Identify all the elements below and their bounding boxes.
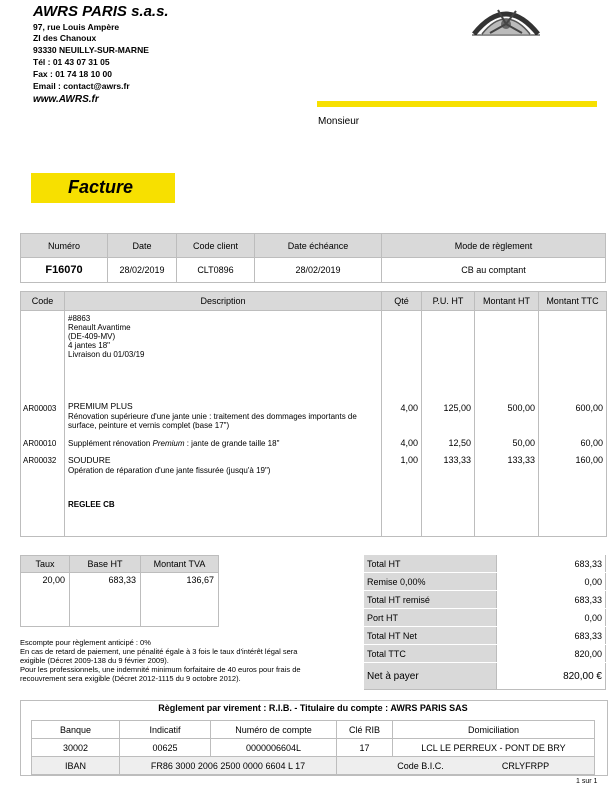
note-line-1: Escompte pour règlement anticipé : 0% xyxy=(20,638,151,647)
payment-mode: CB au comptant xyxy=(382,258,606,283)
amount-ht-column xyxy=(475,311,539,537)
vat-amount: 136,67 xyxy=(141,573,219,627)
rib-branch-label: Indicatif xyxy=(120,721,211,739)
item-ht-1: 500,00 xyxy=(507,403,535,413)
rib-bank-label: Banque xyxy=(32,721,120,739)
rib-key: 17 xyxy=(337,739,393,757)
rib-domiciliation: LCL LE PERREUX - PONT DE BRY xyxy=(393,739,595,757)
total-ht-discounted-label: Total HT remisé xyxy=(364,591,497,609)
company-address-1: 97, rue Louis Ampère xyxy=(33,22,120,32)
invoice-date: 28/02/2019 xyxy=(108,258,177,283)
rib-key-label: Clé RIB xyxy=(337,721,393,739)
company-fax: Fax : 01 74 18 10 00 xyxy=(33,69,112,79)
recipient-name: Monsieur xyxy=(318,116,360,127)
note-line-2: En cas de retard de paiement, une pénalité égale à 3 fois le taux d'intérêt légal sera xyxy=(20,647,298,656)
col-amount-ttc: Montant TTC xyxy=(539,292,607,311)
rib-domiciliation-label: Domiciliation xyxy=(393,721,595,739)
total-ttc-label: Total TTC xyxy=(364,645,497,663)
wheel-rim-icon xyxy=(470,2,542,36)
total-ht-discounted-value: 683,33 xyxy=(497,591,606,609)
item-desc-1b: surface, peinture et vernis complet (base 17") xyxy=(68,421,230,430)
shipping-label: Port HT xyxy=(364,609,497,627)
col-unit-price: P.U. HT xyxy=(422,292,475,311)
amount-ttc-column xyxy=(539,311,607,537)
iban-label: IBAN xyxy=(32,757,120,775)
item-qty-1: 4,00 xyxy=(400,403,418,413)
col-description: Description xyxy=(65,292,382,311)
unit-price-column xyxy=(422,311,475,537)
qty-column xyxy=(382,311,422,537)
note-line-5: recouvrement sera exigible (Décret 2012-1115 du 9 octobre 2012). xyxy=(20,674,241,683)
header-date-label: Date xyxy=(108,234,177,258)
rib-bank: 30002 xyxy=(32,739,120,757)
discount-value: 0,00 xyxy=(497,573,606,591)
discount-label: Remise 0,00% xyxy=(364,573,497,591)
invoice-lines-table xyxy=(20,291,607,537)
vat-base-label: Base HT xyxy=(70,556,141,573)
item-ht-3: 133,33 xyxy=(507,455,535,465)
due-date: 28/02/2019 xyxy=(255,258,382,283)
vat-table xyxy=(20,555,219,627)
rib-account: 0000006604L xyxy=(211,739,337,757)
description-column xyxy=(65,311,382,537)
invoice-info-table xyxy=(20,233,606,283)
item-title-2 xyxy=(68,439,279,449)
item-title-2a: Supplément rénovation xyxy=(68,439,153,448)
item-title-2b: : jante de grande taille 18" xyxy=(184,439,280,448)
item-title-2-italic: Premium xyxy=(152,439,185,448)
item-desc-3a: Opération de réparation d'une jante fissurée (jusqu'à 19") xyxy=(68,466,271,475)
bic-cell xyxy=(337,757,595,775)
yellow-accent-bar xyxy=(317,101,597,107)
item-ht-2: 50,00 xyxy=(512,438,535,448)
client-code: CLT0896 xyxy=(177,258,255,283)
item-ttc-1: 600,00 xyxy=(575,403,603,413)
legal-notes xyxy=(20,638,301,683)
intro-line-4: 4 jantes 18" xyxy=(68,341,110,350)
net-to-pay-value: 820,00 € xyxy=(497,663,606,690)
invoice-number: F16070 xyxy=(21,258,108,283)
item-pu-2: 12,50 xyxy=(448,438,471,448)
intro-line-3: (DE-409-MV) xyxy=(68,332,116,341)
bic-label: Code B.I.C. xyxy=(397,760,444,771)
intro-line-5: Livraison du 01/03/19 xyxy=(68,350,145,359)
page-indicator: 1 sur 1 xyxy=(576,778,598,785)
company-website: www.AWRS.fr xyxy=(33,94,99,105)
col-code: Code xyxy=(21,292,65,311)
rib-table xyxy=(31,720,595,775)
header-due-date-label: Date échéance xyxy=(255,234,382,258)
vat-rate-label: Taux xyxy=(21,556,70,573)
item-pu-1: 125,00 xyxy=(443,403,471,413)
vat-amount-label: Montant TVA xyxy=(141,556,219,573)
vat-base: 683,33 xyxy=(70,573,141,627)
header-client-code-label: Code client xyxy=(177,234,255,258)
header-number-label: Numéro xyxy=(21,234,108,258)
note-line-3: exigible (Décret 2009-138 du 9 février 2009). xyxy=(20,656,169,665)
col-qty: Qté xyxy=(382,292,422,311)
iban-value: FR86 3000 2006 2500 0000 6604 L 17 xyxy=(120,757,337,775)
company-email: Email : contact@awrs.fr xyxy=(33,81,130,91)
document-title: Facture xyxy=(68,177,134,197)
company-address-3: 93330 NEUILLY-SUR-MARNE xyxy=(33,45,149,55)
total-ht-net-value: 683,33 xyxy=(497,627,606,645)
total-ttc-value: 820,00 xyxy=(497,645,606,663)
bic-value: CRLYFRPP xyxy=(501,760,550,771)
company-address-2: ZI des Chanoux xyxy=(33,33,97,43)
item-code-2: AR00010 xyxy=(23,439,57,448)
rib-branch: 00625 xyxy=(120,739,211,757)
item-title-1: PREMIUM PLUS xyxy=(68,401,133,411)
item-ttc-3: 160,00 xyxy=(575,455,603,465)
item-qty-2: 4,00 xyxy=(400,438,418,448)
payment-note: REGLEE CB xyxy=(68,500,115,509)
company-phone: Tél : 01 43 07 31 05 xyxy=(33,57,110,67)
note-line-4: Pour les professionnels, une indemnité minimum forfaitaire de 40 euros pour frais de xyxy=(20,665,301,674)
shipping-value: 0,00 xyxy=(497,609,606,627)
item-title-3: SOUDURE xyxy=(68,455,111,465)
col-amount-ht: Montant HT xyxy=(475,292,539,311)
totals-table xyxy=(364,555,606,690)
intro-line-1: #8863 xyxy=(68,314,91,323)
item-code-1: AR00003 xyxy=(23,404,57,413)
net-to-pay-label: Net à payer xyxy=(364,663,497,690)
item-qty-3: 1,00 xyxy=(400,455,418,465)
company-name: AWRS PARIS s.a.s. xyxy=(33,3,169,20)
total-ht-value: 683,33 xyxy=(497,555,606,573)
header-payment-mode-label: Mode de règlement xyxy=(382,234,606,258)
vat-rate: 20,00 xyxy=(21,573,70,627)
total-ht-label: Total HT xyxy=(364,555,497,573)
rib-account-label: Numéro de compte xyxy=(211,721,337,739)
rib-title: Règlement par virement : R.I.B. - Titulaire du compte : AWRS PARIS SAS xyxy=(158,703,468,713)
item-pu-3: 133,33 xyxy=(443,455,471,465)
total-ht-net-label: Total HT Net xyxy=(364,627,497,645)
intro-line-2: Renault Avantime xyxy=(68,323,131,332)
item-code-3: AR00032 xyxy=(23,456,57,465)
code-column xyxy=(21,311,65,537)
item-desc-1a: Rénovation supérieure d'une jante unie : traitement des dommages importants de xyxy=(68,412,357,421)
item-ttc-2: 60,00 xyxy=(580,438,603,448)
